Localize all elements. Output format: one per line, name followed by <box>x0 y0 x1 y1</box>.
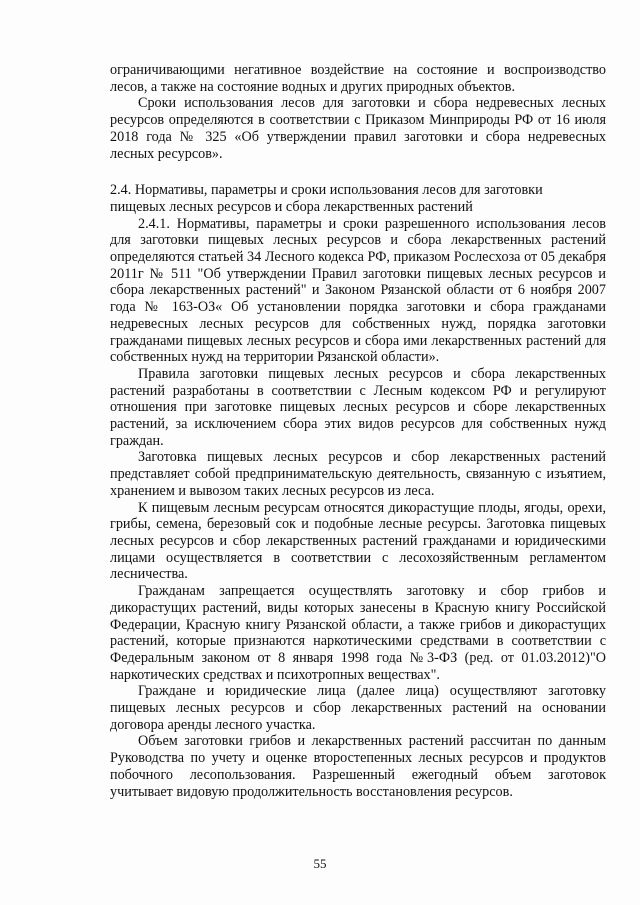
paragraph-business-activity: Заготовка пищевых лесных ресурсов и сбор лекарственных растений представляет собой предпринимательскую деятельность, связанную с изъятием, хранением и вывозом таких лесных ресурсов из леса. <box>110 449 606 499</box>
document-body <box>110 62 606 800</box>
page-number: 55 <box>313 856 327 871</box>
section-heading-line-2: пищевых лесных ресурсов и сбора лекарственных растений <box>110 198 473 215</box>
paragraph-food-resources: К пищевым лесным ресурсам относятся дикорастущие плоды, ягоды, орехи, грибы, семена, березовый сок и подобные лесные ресурсы. Заготовка пищевых лесных ресурсов и сбор лекарственных растений гражданами и юридическими лицами осуществляется в соответствии с лесохозяйственным регламентом лесничества. <box>110 499 606 583</box>
paragraph-continuation: ограничивающими негативное воздействие на состояние и воспроизводство лесов, а также на состояние водных и других природных объектов. <box>110 62 606 95</box>
section-heading <box>110 182 606 215</box>
paragraph-prohibition: Гражданам запрещается осуществлять заготовку и сбор грибов и дикорастущих растений, виды которых занесены в Красную книгу Российской Федерации, Красную книгу Рязанской области, а также грибов и дикорастущих растений, которые признаются наркотическими средствами в соответствии с Федеральным законом от 8 января 1998 года №3-ФЗ (ред. от 01.03.2012)"О наркотических средствах и психотропных веществах". <box>110 583 606 683</box>
paragraph-rules: Правила заготовки пищевых лесных ресурсов и сбора лекарственных растений разработаны в соответствии с Лесным кодексом РФ и регулируют отношения при заготовке пищевых лесных ресурсов и сборе лекарственных растений, за исключением сбора этих видов ресурсов для собственных нужд граждан. <box>110 365 606 449</box>
paragraph-lease-basis: Граждане и юридические лица (далее лица) осуществляют заготовку пищевых лесных ресурсов и сбор лекарственных растений на основании договора аренды лесного участка. <box>110 683 606 733</box>
paragraph-volume: Объем заготовки грибов и лекарственных растений рассчитан по данным Руководства по учету и оценке второстепенных лесных ресурсов и продуктов побочного лесопользования. Разрешенный ежегодный объем заготовок учитывает видовую продолжительность восстановления ресурсов. <box>110 733 606 800</box>
section-heading-line-1: 2.4. Нормативы, параметры и сроки использования лесов для заготовки <box>110 182 543 199</box>
paragraph-2-4-1: 2.4.1. Нормативы, параметры и сроки разрешенного использования лесов для заготовки пищевых лесных ресурсов и сбора лекарственных растений определяются статьей 34 Лесного кодекса РФ, приказом Рослесхоза от 05 декабря 2011г № 511 "Об утверждении Правил заготовки пищевых лесных ресурсов и сбора лекарственных растений" и Законом Рязанской области от 6 ноября 2007 года № 163-ОЗ« Об установлении порядка заготовки и сбора гражданами недревесных лесных ресурсов для собственных нужд, порядка заготовки гражданами пищевых лесных ресурсов и сбора ими лекарственных растений для собственных нужд на территории Рязанской области». <box>110 215 606 366</box>
paragraph-harvest-terms: Сроки использования лесов для заготовки и сбора недревесных лесных ресурсов определяются в соответствии с Приказом Минприроды РФ от 16 июля 2018 года № 325 «Об утверждении правил заготовки и сбора недревесных лесных ресурсов». <box>110 95 606 162</box>
